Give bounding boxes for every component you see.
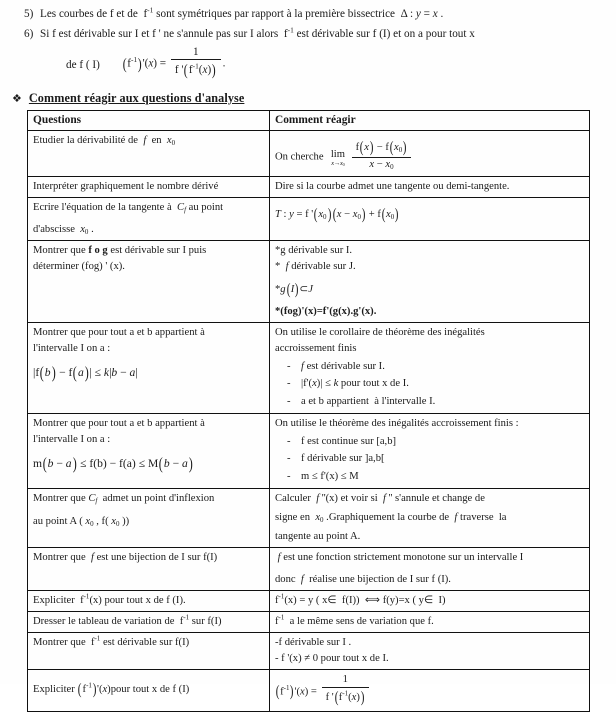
question-ineg-mM-line2: l'intervalle I on a : <box>33 433 111 445</box>
answer-ineg-mM-bullets <box>275 434 584 484</box>
intro-item-6 <box>14 26 602 42</box>
question-cell-derivabilite-finv: Montrer que $f^{-1}$ est dérivable sur f(I) <box>28 633 270 670</box>
answer-ineg-mM-line1: On utilise le théorème des inégalités accroissement finis : <box>275 417 519 429</box>
list-item: - f est continue sur [a,b] <box>301 434 584 449</box>
question-cell-composee: Montrer que f o g est dérivable sur I puis déterminer (fog) ' (x). <box>28 241 270 323</box>
list-item: - m ≤ f'(x) ≤ M <box>301 469 584 484</box>
list-item: - |f'(x)| ≤ k pour tout x de I. <box>301 376 584 391</box>
list-item: - f dérivable sur ]a,b[ <box>301 451 584 466</box>
section-heading <box>0 87 616 110</box>
table-row <box>28 488 590 547</box>
table-row <box>28 241 590 323</box>
question-cell-inegalites-mM: Montrer que pour tout a et b appartient à l'intervalle I on a : m(b − a) ≤ f(b) − f(a) ≤ M(b − a) <box>28 413 270 488</box>
list-item: - a et b appartient à l'intervalle I. <box>301 394 584 409</box>
column-header-reactions: Comment réagir <box>270 110 590 130</box>
table-row <box>28 413 590 488</box>
answer-cell-inflexion: Calculer f ''(x) et voir si f '' s'annule et change de signe en $x_0$ .Graphiquement la courbe de f traverse la tangente au point A. <box>270 488 590 547</box>
table-row <box>28 633 590 670</box>
answer-ineg-k-line1: On utilise le corollaire de théorème des inégalités <box>275 327 485 339</box>
answer-inflexion-line3: tangente au point A. <box>275 530 361 542</box>
question-composee-line2: déterminer (fog) ' (x). <box>33 261 125 273</box>
answer-composee-1: *g dérivable sur I. <box>275 245 353 257</box>
question-ineg-k-line2: l'intervalle I on a : <box>33 342 111 354</box>
floret-bullet-icon: ❖ <box>12 92 22 105</box>
answer-deriv-finv-line1: -f dérivable sur I . <box>275 637 352 649</box>
question-cell-expliciter-finv: Expliciter $f^{-1}(x)$ pour tout x de f (I). <box>28 591 270 612</box>
intro-item-6-marker: 6) <box>24 28 34 41</box>
answer-ineg-k-line2: accroissement finis <box>275 342 357 354</box>
question-ineg-mM-line1: Montrer que pour tout a et b appartient à <box>33 417 205 429</box>
table-header-row <box>28 110 590 130</box>
question-cell-inflexion: Montrer que $C_f$ admet un point d'inflexion au point A ( $x_0$ , f( $x_0$ )) <box>28 488 270 547</box>
table-row <box>28 176 590 197</box>
question-cell-interpretation: Interpréter graphiquement le nombre dérivé <box>28 176 270 197</box>
question-cell-derivabilite: Etudier la dérivabilité de f en $x_0$ <box>28 130 270 176</box>
answer-cell-tangente: T : y = f '$(x_0)(x - x_0) + f(x_0)$ <box>270 197 590 241</box>
answer-cell-inegalites-mM <box>270 413 590 488</box>
question-cell-inegalites-k: Montrer que pour tout a et b appartient à l'intervalle I on a : |f(b) − f(a)| ≤ k|b − a| <box>28 323 270 414</box>
answer-cell-derivabilite: On cherche lim $x\to x_0$ $\frac{f(x) - f(x_0)}{x - x_0}$ <box>270 130 590 176</box>
intro-item-6-text: Si f est dérivable sur I et f ' ne s'annule pas sur I alors $f^{-1}$ est dérivable sur f (I) et on a pour tout x <box>40 25 475 41</box>
reaction-table <box>27 110 590 712</box>
answer-cell-derivabilite-finv <box>270 633 590 670</box>
intro-section <box>0 0 616 83</box>
table-row <box>28 612 590 633</box>
answer-composee-4: *(fog)'(x)=f'(g(x).g'(x). <box>275 306 377 318</box>
answer-cell-tableau-variation: $f^{-1}$ a le même sens de variation que f. <box>270 612 590 633</box>
intro-formula-prefix: de f ( I) <box>66 58 100 71</box>
answer-cell-composee: *g dérivable sur I. * f dérivable sur J. *g(I)⊂J *(fog)'(x)=f'(g(x).g'(x). <box>270 241 590 323</box>
answer-deriv-finv-line2: - f '(x) ≠ 0 pour tout x de I. <box>275 653 389 665</box>
section-heading-title: Comment réagir aux questions d'analyse <box>28 90 245 105</box>
intro-formula-expression: $(f^{-1})'(x)$ = $\frac{1}{f '(f^{-1}(x))}$ . <box>122 45 226 79</box>
question-cell-tangente: Ecrire l'équation de la tangente à $C_f$ au point d'abscisse $x_0$ . <box>28 197 270 241</box>
table-row <box>28 669 590 711</box>
intro-item-5-marker: 5) <box>24 8 34 20</box>
reaction-table-wrapper <box>0 110 616 712</box>
answer-cell-expliciter-finv: $f^{-1}(x) = y$ ( x∈ f(I)) ⟺ f(y)=x ( y∈ I) <box>270 591 590 612</box>
intro-formula-line <box>14 46 602 82</box>
list-item: - f est dérivable sur I. <box>301 359 584 374</box>
question-ineg-k-line1: Montrer que pour tout a et b appartient à <box>33 327 205 339</box>
answer-cell-bijection: f est une fonction strictement monotone sur un intervalle I donc f réalise une bijection de I sur f (I). <box>270 547 590 591</box>
question-cell-expliciter-derivee-finv: Expliciter $(f^{-1})'(x)pour$ tout x de f (I) <box>28 669 270 711</box>
table-row <box>28 323 590 414</box>
intro-item-5-text: Les courbes de f et de $f^{-1}$ sont symétriques par rapport à la première bissectrice Δ : y = x . <box>40 5 444 20</box>
question-cell-bijection: Montrer que f est une bijection de I sur f(I) <box>28 547 270 591</box>
table-row <box>28 591 590 612</box>
table-row <box>28 547 590 591</box>
intro-item-5 <box>14 6 602 22</box>
column-header-questions: Questions <box>28 110 270 130</box>
answer-cell-inegalites-k <box>270 323 590 414</box>
answer-cell-expliciter-derivee-finv: $(f^{-1})'(x)$ = $\frac{1}{f '(f^{-1}(x))}$ <box>270 669 590 711</box>
table-row <box>28 197 590 241</box>
answer-ineg-k-bullets <box>275 359 584 409</box>
answer-cell-interpretation: Dire si la courbe admet une tangente ou demi-tangente. <box>270 176 590 197</box>
limit-operator: lim $x\to x_0$ <box>330 148 345 168</box>
table-row <box>28 130 590 176</box>
question-cell-tableau-variation: Dresser le tableau de variation de $f^{-1}$ sur f(I) <box>28 612 270 633</box>
